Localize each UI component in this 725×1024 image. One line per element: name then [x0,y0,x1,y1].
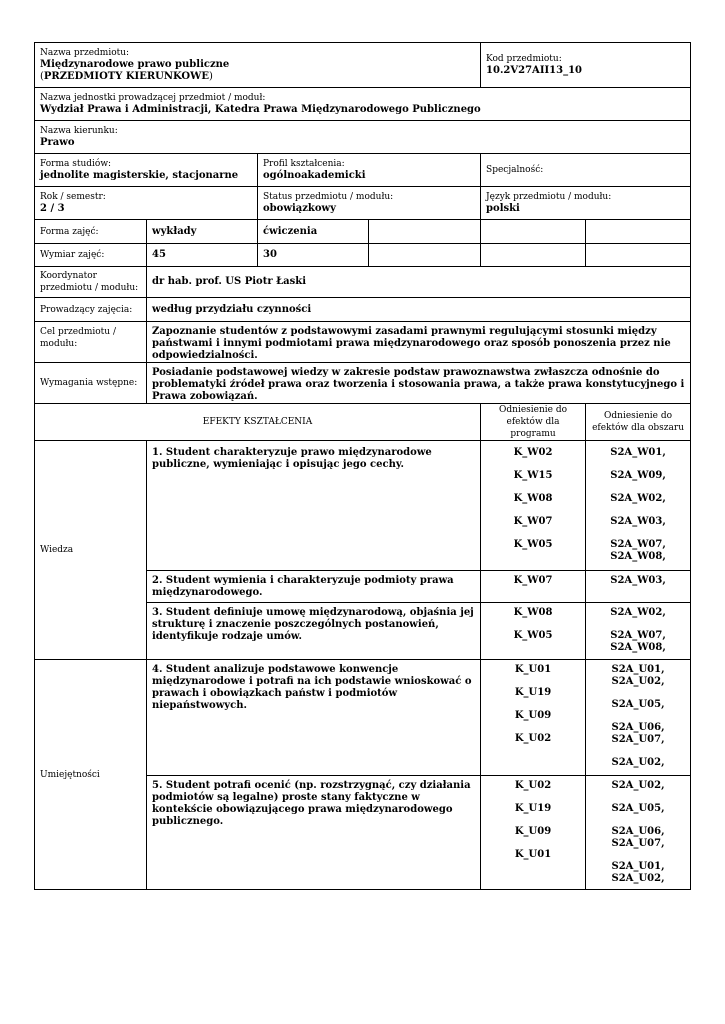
coordinator-row [35,267,691,298]
prereq-value: Posiadanie podstawowej wiedzy w zakresie podstaw prawoznawstwa zwłaszcza odnośnie do problematyki źródeł prawa oraz tworzenia i stosowania prawa, a także prawa konstytucyjnego i Prawa zobowiązań. [147,363,691,404]
code-label: Kod przedmiotu: [486,54,562,64]
field-label: Nazwa kierunku: [40,126,118,136]
year-row [35,187,691,220]
class-type-lectures: wykłady [147,220,258,244]
subject-row [35,43,691,88]
area-code: S2A_U02, [611,873,665,884]
lecture-hours: 45 [147,244,258,267]
outcome-text: 4. Student analizuje podstawowe konwencje międzynarodowe i potrafi na ich podstawie wnioskować o prawach i obowiązkach państw i podmiotów niepaństwowych. [147,660,481,776]
area-code: S2A_U02, [611,757,665,768]
program-code: K_U01 [514,849,552,860]
area-code: S2A_W01, [610,447,666,458]
program-code: K_U02 [514,780,552,791]
subject-group: (PRZEDMIOTY KIERUNKOWE) [40,71,213,82]
category-knowledge: Wiedza [40,545,74,555]
year-label: Rok / semestr: [40,192,106,202]
class-type-exercises: ćwiczenia [258,220,369,244]
language-value: polski [486,203,520,214]
outcome-text: 3. Student definiuje umowę międzynarodową, objaśnia jej strukturę i znaczenie poszczególnych postanowień, identyfikuje rodzaje umów. [147,603,481,660]
program-code: K_U19 [514,803,552,814]
course-card [34,42,690,890]
program-code: K_W07 [513,516,553,527]
outcome-row [35,441,691,571]
subject-name: Międzynarodowe prawo publiczne [40,59,230,70]
teacher-label: Prowadzący zajęcia: [40,304,133,315]
study-form-label: Forma studiów: [40,159,112,169]
class-hours-row [35,244,691,267]
goal-row [35,322,691,363]
area-code: S2A_W02, [610,607,666,618]
profile-label: Profil kształcenia: [263,159,345,169]
field-value: Prawo [40,137,75,148]
status-value: obowiązkowy [263,203,336,214]
area-code: S2A_U07, [611,838,665,849]
area-code: S2A_W07, [610,539,666,550]
unit-label: Nazwa jednostki prowadzącej przedmiot / moduł: [40,93,266,103]
exercise-hours: 30 [258,244,369,267]
class-form-row [35,220,691,244]
course-table [34,42,691,890]
coordinator-label: Koordynator przedmiotu / modułu: [40,271,139,293]
area-code: S2A_U01, [611,861,665,872]
outcome-text: 1. Student charakteryzuje prawo międzynarodowe publiczne, wymieniając i opisując jego cechy. [147,441,481,571]
program-code: K_W05 [513,630,553,641]
program-code: K_W02 [513,447,553,458]
program-code: K_U02 [514,733,552,744]
subject-label: Nazwa przedmiotu: [40,48,130,58]
code-value: 10.2V27AII13_10 [486,65,583,76]
field-row [35,121,691,154]
area-ref-header: Odniesienie do efektów dla obszaru [592,411,684,433]
coordinator-value: dr hab. prof. US Piotr Łaski [147,267,691,298]
area-code: S2A_U07, [611,734,665,745]
form-row [35,154,691,187]
prereq-label: Wymagania wstępne: [40,378,138,388]
goal-label: Cel przedmiotu / modułu: [40,327,116,349]
class-hours-label: Wymiar zajęć: [40,250,105,260]
area-code: S2A_W08, [610,642,666,653]
unit-row [35,88,691,121]
teacher-row [35,298,691,322]
area-code: S2A_W08, [610,551,666,562]
goal-value: Zapoznanie studentów z podstawowymi zasadami prawnymi regulującymi stosunki między państwami i innymi podmiotami prawa międzynarodowego oraz sposób ponoszenia przez nie odpowiedzialności. [147,322,691,363]
effects-header-row [35,404,691,441]
specialty-label: Specjalność: [486,165,544,175]
program-code: K_U01 [514,664,552,675]
status-label: Status przedmiotu / modułu: [263,192,394,202]
area-code: S2A_U06, [611,722,665,733]
program-code: K_W08 [513,493,553,504]
unit-value: Wydział Prawa i Administracji, Katedra Prawa Międzynarodowego Publicznego [40,104,481,115]
program-code: K_W07 [513,575,553,586]
area-code: S2A_U01, [611,664,665,675]
area-code: S2A_W09, [610,470,666,481]
prereq-row [35,363,691,404]
program-code: K_W05 [513,539,553,550]
program-code: K_U09 [514,710,552,721]
program-code: K_U19 [514,687,552,698]
area-code: S2A_U05, [611,699,665,710]
year-value: 2 / 3 [40,203,65,214]
profile-value: ogólnoakademicki [263,170,366,181]
area-code: S2A_U02, [611,780,665,791]
outcome-row [35,660,691,776]
area-code: S2A_W03, [610,516,666,527]
outcome-text: 2. Student wymienia i charakteryzuje podmioty prawa międzynarodowego. [147,571,481,603]
program-ref-header: Odniesienie do efektów dla programu [499,405,568,439]
area-code: S2A_W07, [610,630,666,641]
area-code: S2A_U05, [611,803,665,814]
area-code: S2A_U06, [611,826,665,837]
program-code: K_W08 [513,607,553,618]
area-code: S2A_U02, [611,676,665,687]
language-label: Język przedmiotu / modułu: [486,192,612,202]
effects-title: EFEKTY KSZTAŁCENIA [202,417,313,427]
study-form-value: jednolite magisterskie, stacjonarne [40,170,239,181]
area-code: S2A_W03, [610,575,666,586]
teacher-value: według przydziału czynności [147,298,691,322]
category-skills: Umiejętności [40,769,100,780]
area-code: S2A_W02, [610,493,666,504]
outcome-text: 5. Student potrafi ocenić (np. rozstrzygnąć, czy działania podmiotów są legalne) proste stany faktyczne w kontekście obowiązującego prawa międzynarodowego publicznego. [147,776,481,890]
program-code: K_W15 [513,470,553,481]
program-code: K_U09 [514,826,552,837]
class-form-label: Forma zajęć: [40,226,99,237]
